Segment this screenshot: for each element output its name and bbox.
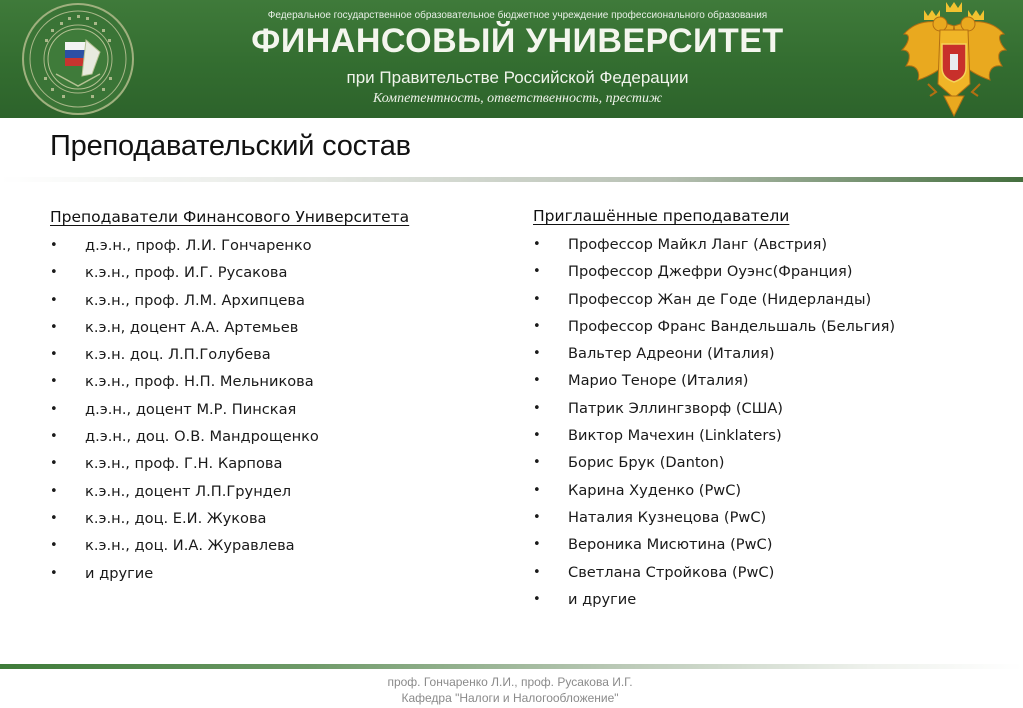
list-item	[533, 504, 1003, 531]
teacher-name: Вальтер Адреони (Италия)	[568, 345, 775, 363]
teacher-name: к.э.н., проф. Л.М. Архипцева	[85, 291, 305, 309]
teacher-name: к.э.н., доц. Е.И. Жукова	[85, 509, 267, 527]
bullet-icon: •	[50, 565, 58, 581]
bullet-icon: •	[533, 455, 541, 471]
bullet-icon: •	[50, 401, 58, 417]
teacher-name: к.э.н., проф. Н.П. Мельникова	[85, 373, 314, 391]
list-item	[533, 313, 1003, 340]
bullet-icon: •	[50, 238, 58, 253]
bullet-icon: •	[533, 318, 541, 334]
invited-teachers-section	[533, 204, 1003, 613]
list-item	[533, 531, 1003, 558]
page-title: Преподавательский состав	[50, 130, 411, 162]
teacher-name: Профессор Джефри Оуэнс(Франция)	[568, 263, 853, 281]
bullet-icon: •	[50, 265, 58, 281]
teacher-name: Вероника Мисютина (PwC)	[568, 536, 773, 554]
list-item	[50, 232, 490, 259]
bullet-icon: •	[50, 483, 58, 499]
list-item	[533, 367, 1003, 394]
university-motto: Компетентность, ответственность, престиж	[372, 91, 663, 106]
list-item	[533, 586, 1003, 613]
list-item	[533, 286, 1003, 313]
teacher-name: и другие	[568, 590, 637, 608]
university-teachers-section	[50, 205, 490, 587]
bullet-icon: •	[533, 264, 541, 280]
teacher-name: и другие	[85, 564, 154, 582]
list-item	[50, 478, 490, 505]
university-teachers-list	[50, 232, 490, 587]
invited-teachers-heading: Приглашённые преподаватели	[533, 207, 790, 225]
bullet-icon: •	[50, 510, 58, 526]
teacher-name: Светлана Стройкова (PwC)	[568, 563, 775, 581]
title-divider	[0, 177, 1023, 182]
university-subtitle: при Правительстве Российской Федерации	[346, 68, 689, 87]
list-item	[533, 477, 1003, 504]
list-item	[50, 287, 490, 314]
bullet-icon: •	[533, 564, 541, 580]
list-item	[533, 449, 1003, 476]
list-item	[533, 231, 1003, 258]
bullet-icon: •	[533, 591, 541, 607]
bullet-icon: •	[533, 509, 541, 525]
university-teachers-heading: Преподаватели Финансового Университета	[50, 208, 410, 226]
bullet-icon: •	[50, 456, 58, 472]
list-item	[50, 505, 490, 532]
footer-department: Кафедра "Налоги и Налогообложение"	[401, 691, 619, 705]
list-item	[50, 396, 490, 423]
teacher-name: Марио Теноре (Италия)	[568, 372, 749, 390]
bullet-icon: •	[533, 537, 541, 553]
teacher-name: к.э.н, доцент А.А. Артемьев	[85, 318, 299, 336]
teacher-name: к.э.н. доц. Л.П.Голубева	[85, 346, 271, 364]
teacher-name: д.э.н., доцент М.Р. Пинская	[85, 400, 297, 418]
teacher-name: к.э.н., проф. Г.Н. Карпова	[85, 455, 283, 473]
bullet-icon: •	[533, 482, 541, 498]
bullet-icon: •	[50, 538, 58, 554]
list-item	[50, 532, 490, 559]
teacher-name: Профессор Жан де Годе (Нидерланды)	[568, 290, 872, 308]
university-name: ФИНАНСОВЫЙ УНИВЕРСИТЕТ	[251, 22, 784, 60]
teacher-name: Профессор Майкл Ланг (Австрия)	[568, 236, 828, 253]
invited-teachers-list	[533, 231, 1003, 613]
bullet-icon: •	[533, 428, 541, 444]
teacher-name: Патрик Эллингзворф (США)	[568, 399, 783, 417]
bullet-icon: •	[533, 373, 541, 389]
footer-authors: проф. Гончаренко Л.И., проф. Русакова И.Г.	[387, 675, 633, 689]
list-item	[533, 422, 1003, 449]
bullet-icon: •	[50, 292, 58, 308]
list-item	[50, 314, 490, 341]
teacher-name: к.э.н., доц. И.А. Журавлева	[85, 537, 295, 555]
bullet-icon: •	[533, 237, 541, 252]
header-banner	[0, 0, 1023, 118]
teacher-name: д.э.н., доц. О.В. Мандрощенко	[85, 428, 319, 446]
bullet-icon: •	[533, 400, 541, 416]
list-item	[50, 560, 490, 587]
teacher-name: Карина Худенко (PwC)	[568, 481, 742, 499]
list-item	[50, 450, 490, 477]
university-seal-icon	[20, 2, 136, 116]
teacher-name: Виктор Мачехин (Linklaters)	[568, 427, 782, 445]
teacher-name: Профессор Франс Вандельшаль (Бельгия)	[568, 317, 896, 335]
list-item	[50, 423, 490, 450]
teacher-name: к.э.н., проф. И.Г. Русакова	[85, 264, 288, 282]
list-item	[50, 341, 490, 368]
list-item	[50, 368, 490, 395]
coat-of-arms-icon	[900, 0, 1008, 118]
list-item	[533, 340, 1003, 367]
teacher-name: Наталия Кузнецова (PwC)	[568, 508, 767, 526]
teacher-name: к.э.н., доцент Л.П.Грундел	[85, 482, 292, 500]
teacher-name: д.э.н., проф. Л.И. Гончаренко	[85, 237, 312, 254]
bullet-icon: •	[50, 319, 58, 335]
bullet-icon: •	[533, 291, 541, 307]
bullet-icon: •	[533, 346, 541, 362]
footer-divider	[0, 664, 1023, 669]
bullet-icon: •	[50, 374, 58, 390]
bullet-icon: •	[50, 347, 58, 363]
list-item	[533, 559, 1003, 586]
list-item	[50, 259, 490, 286]
footer	[250, 674, 770, 706]
list-item	[533, 395, 1003, 422]
list-item	[533, 258, 1003, 285]
bullet-icon: •	[50, 429, 58, 445]
teacher-name: Борис Брук (Danton)	[568, 454, 725, 472]
institution-type: Федеральное государственное образовательное бюджетное учреждение профессионального образования	[267, 10, 768, 21]
